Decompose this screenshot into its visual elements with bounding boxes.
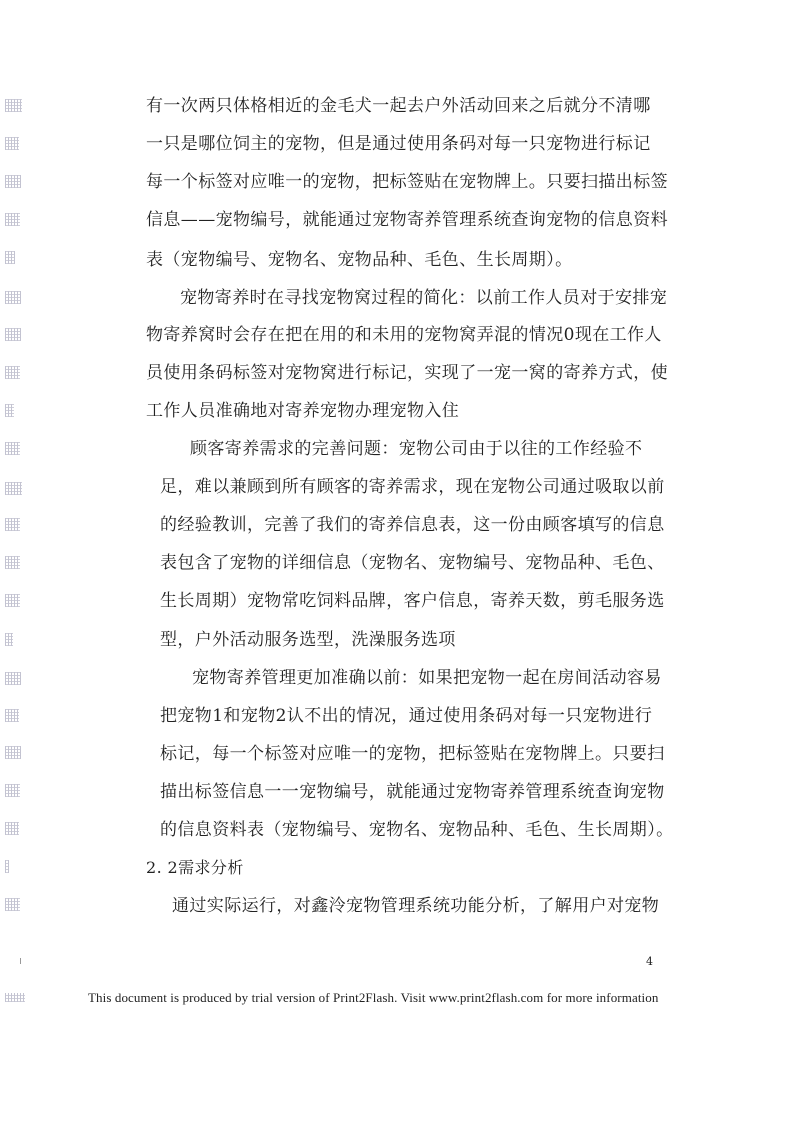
margin-artifact: [5, 251, 15, 264]
margin-artifact: [5, 404, 14, 417]
body-line: 通过实际运行，对鑫泠宠物管理系统功能分析，了解用户对宠物: [172, 896, 660, 916]
margin-tick: [20, 958, 21, 964]
body-line: 表（宠物编号、宠物名、宠物品种、毛色、生长周期）。: [146, 250, 573, 270]
trial-watermark-footer: This document is produced by trial version of Print2Flash. Visit www.print2flash.com for more information: [88, 990, 659, 1005]
margin-artifact: [5, 709, 19, 722]
body-line: 标记，每一个标签对应唯一的宠物，把标签贴在宠物牌上。只要扫: [160, 744, 665, 764]
margin-artifact: [5, 633, 13, 646]
body-line: 的信息资料表（宠物编号、宠物名、宠物品种、毛色、生长周期）。: [160, 820, 674, 840]
margin-artifact: [5, 328, 21, 341]
body-line: 每一个标签对应唯一的宠物，把标签贴在宠物牌上。只要扫描出标签: [146, 172, 668, 192]
margin-artifact: [5, 518, 20, 531]
body-line: 顾客寄养需求的完善问题：宠物公司由于以往的工作经验不: [190, 439, 643, 459]
margin-artifact: [5, 175, 21, 188]
body-line: 有一次两只体格相近的金毛犬一起去户外活动回来之后就分不清哪: [146, 96, 651, 116]
body-line: 把宠物1和宠物2认不出的情况，通过使用条码对每一只宠物进行: [160, 706, 653, 726]
margin-artifact: [5, 291, 21, 304]
margin-artifact: [5, 99, 22, 112]
body-line: 工作人员准确地对寄养宠物办理宠物入住: [146, 401, 460, 421]
body-line: 型，户外活动服务选型，洗澡服务选项: [160, 630, 456, 650]
margin-scan-artifacts: [0, 0, 30, 1123]
margin-artifact: [5, 366, 20, 379]
page-number: 4: [646, 955, 653, 968]
body-line: 宠物寄养管理更加准确以前：如果把宠物一起在房间活动容易: [192, 668, 662, 688]
margin-artifact: [5, 213, 20, 226]
margin-artifact: [5, 442, 20, 455]
body-line: 描出标签信息一一宠物编号，就能通过宠物寄养管理系统查询宠物: [160, 782, 665, 802]
margin-artifact: [5, 784, 20, 797]
body-line: 信息——宠物编号，就能通过宠物寄养管理系统查询宠物的信息资料: [146, 210, 668, 230]
margin-artifact: [5, 746, 21, 759]
body-line: 员使用条码标签对宠物窝进行标记，实现了一宠一窝的寄养方式，使: [146, 363, 668, 383]
body-line: 足，难以兼顾到所有顾客的寄养需求，现在宠物公司通过吸取以前: [160, 477, 665, 497]
body-line: 生长周期）宠物常吃饲料品牌，客户信息，寄养天数，剪毛服务选: [160, 591, 665, 611]
margin-artifact: [5, 556, 20, 569]
margin-artifact: [5, 860, 9, 873]
margin-artifact: [5, 822, 19, 835]
body-line: 物寄养窝时会存在把在用的和未用的宠物窝弄混的情况0现在工作人: [146, 325, 662, 345]
margin-artifact: [5, 594, 20, 607]
body-line: 的经验教训，完善了我们的寄养信息表，这一份由顾客填写的信息: [160, 515, 665, 535]
margin-artifact: [5, 482, 22, 495]
margin-artifact: [5, 137, 19, 150]
body-line: 一只是哪位饲主的宠物，但是通过使用条码对每一只宠物进行标记: [146, 134, 651, 154]
section-heading: 2. 2需求分析: [146, 858, 244, 877]
body-line: 表包含了宠物的详细信息（宠物名、宠物编号、宠物品种、毛色、: [160, 553, 665, 573]
margin-artifact: [5, 898, 20, 911]
body-line: 宠物寄养时在寻找宠物窝过程的简化：以前工作人员对于安排宠: [180, 288, 668, 308]
margin-artifact: [5, 993, 25, 1002]
margin-artifact: [5, 672, 21, 685]
